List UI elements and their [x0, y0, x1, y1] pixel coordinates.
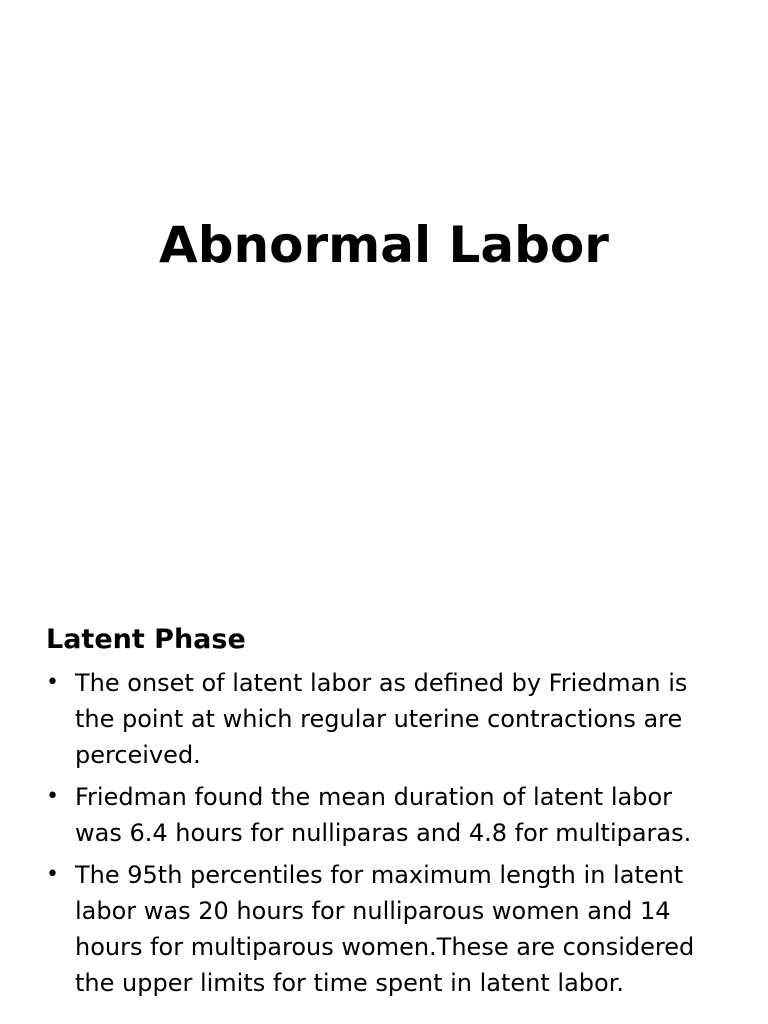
- bullet-icon: •: [46, 670, 59, 695]
- title-area: [0, 205, 768, 285]
- list-item: [46, 665, 726, 773]
- bullet-icon: •: [46, 784, 59, 809]
- bullet-icon: •: [46, 862, 59, 887]
- section-heading: Latent Phase: [46, 624, 246, 655]
- list-item: [46, 857, 726, 1001]
- bullet-text: The onset of latent labor as defined by Friedman is the point at which regular uterine contractions are perceived.: [75, 669, 688, 769]
- bullet-list: [46, 665, 726, 1001]
- bullet-text: The 95th percentiles for maximum length in latent labor was 20 hours for nulliparous women and 14 hours for multiparous women.These are considered the upper limits for time spent in latent labor.: [75, 861, 695, 997]
- page-title: Abnormal Labor: [159, 216, 609, 274]
- list-item: [46, 779, 726, 851]
- bullet-text: Friedman found the mean duration of latent labor was 6.4 hours for nulliparas and 4.8 for multiparas.: [75, 783, 692, 847]
- content-body: [46, 622, 726, 1007]
